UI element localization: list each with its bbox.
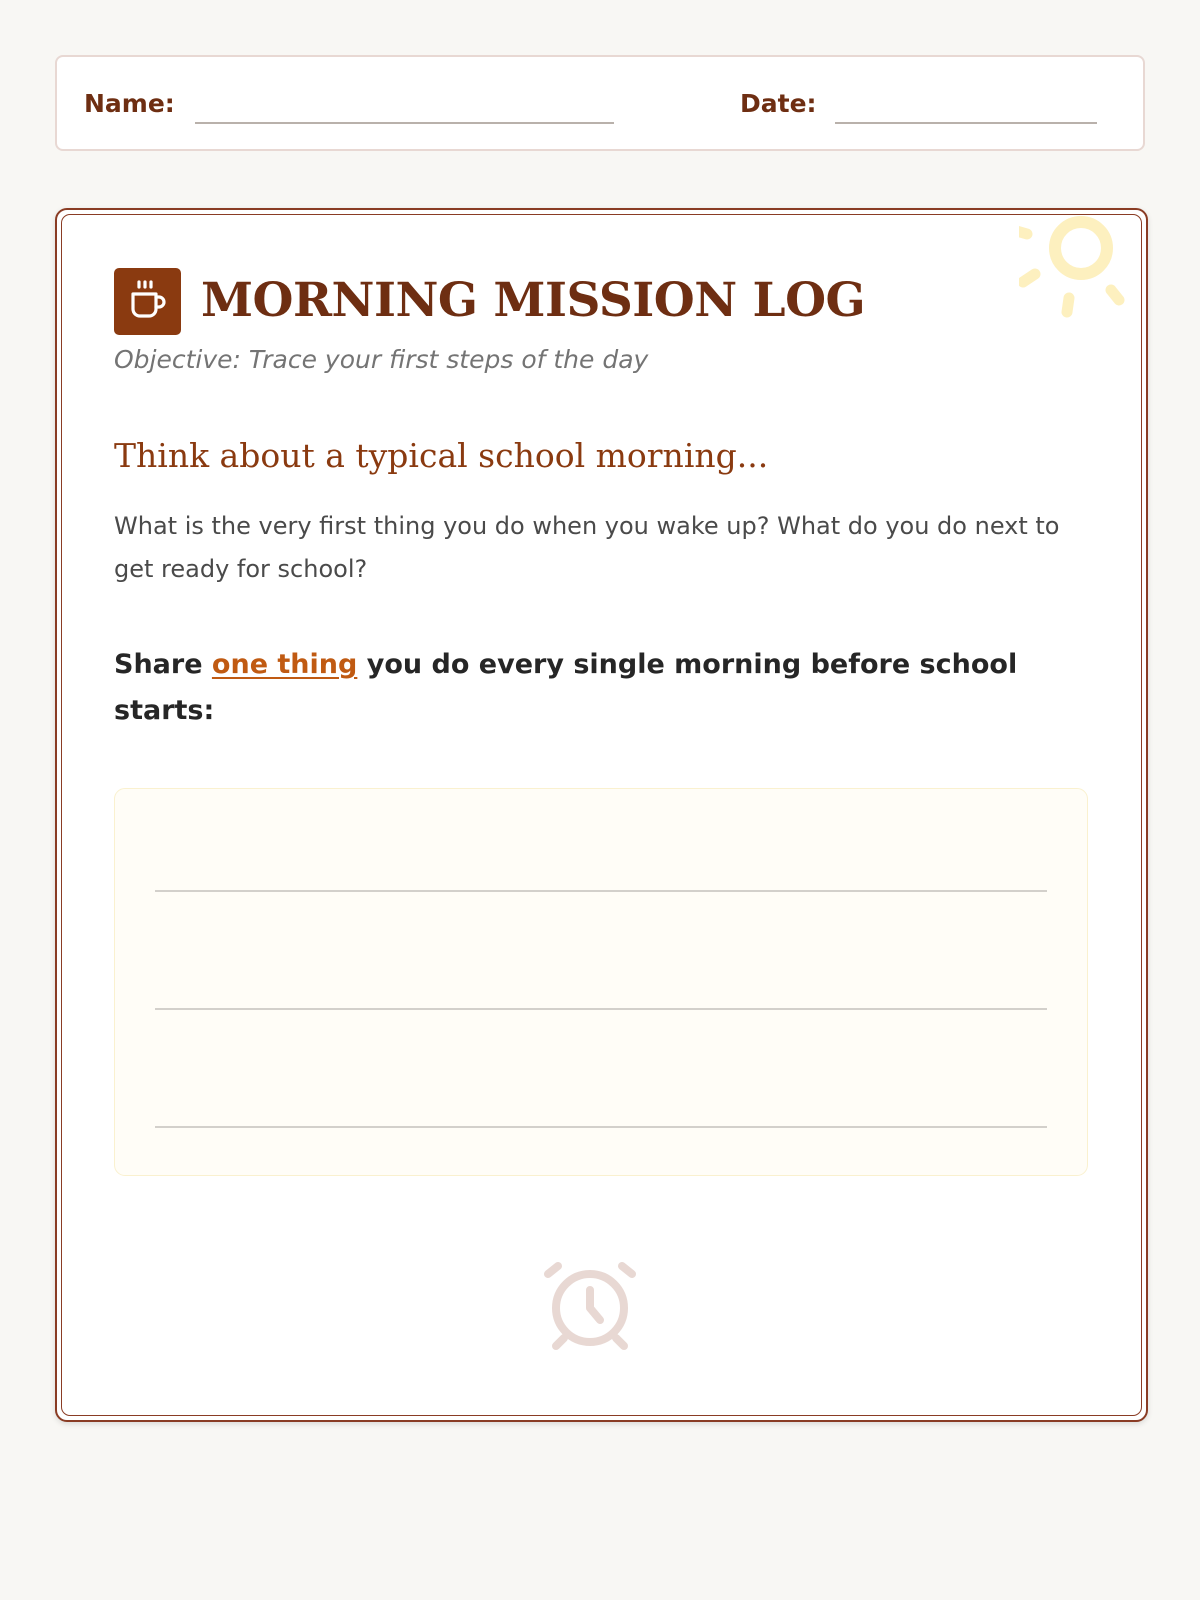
answer-line[interactable] (155, 1126, 1047, 1128)
name-field[interactable] (195, 122, 614, 124)
coffee-mug-badge (114, 268, 181, 335)
coffee-mug-icon (114, 268, 181, 335)
answer-line[interactable] (155, 1008, 1047, 1010)
worksheet-title: MORNING MISSION LOG (201, 273, 866, 328)
task-instruction (114, 642, 1094, 734)
objective-text: Objective: Trace your first steps of the day (114, 345, 649, 374)
student-info-bar (55, 55, 1145, 151)
date-field[interactable] (835, 122, 1097, 124)
name-label: Name: (84, 89, 175, 118)
task-text-before: Share (114, 649, 212, 680)
prompt-body: What is the very first thing you do when you wake up? What do you do next to get ready for school? (114, 512, 1060, 583)
prompt-heading: Think about a typical school morning... (114, 436, 769, 475)
task-text-after: you do every single morning before school starts: (114, 649, 1018, 726)
alarm-clock-icon (544, 1262, 654, 1366)
answer-box[interactable] (114, 788, 1088, 1176)
worksheet-card (55, 208, 1148, 1422)
sun-icon (1019, 208, 1148, 328)
date-label: Date: (740, 89, 817, 118)
answer-line[interactable] (155, 890, 1047, 892)
task-emphasis: one thing (211, 649, 358, 680)
